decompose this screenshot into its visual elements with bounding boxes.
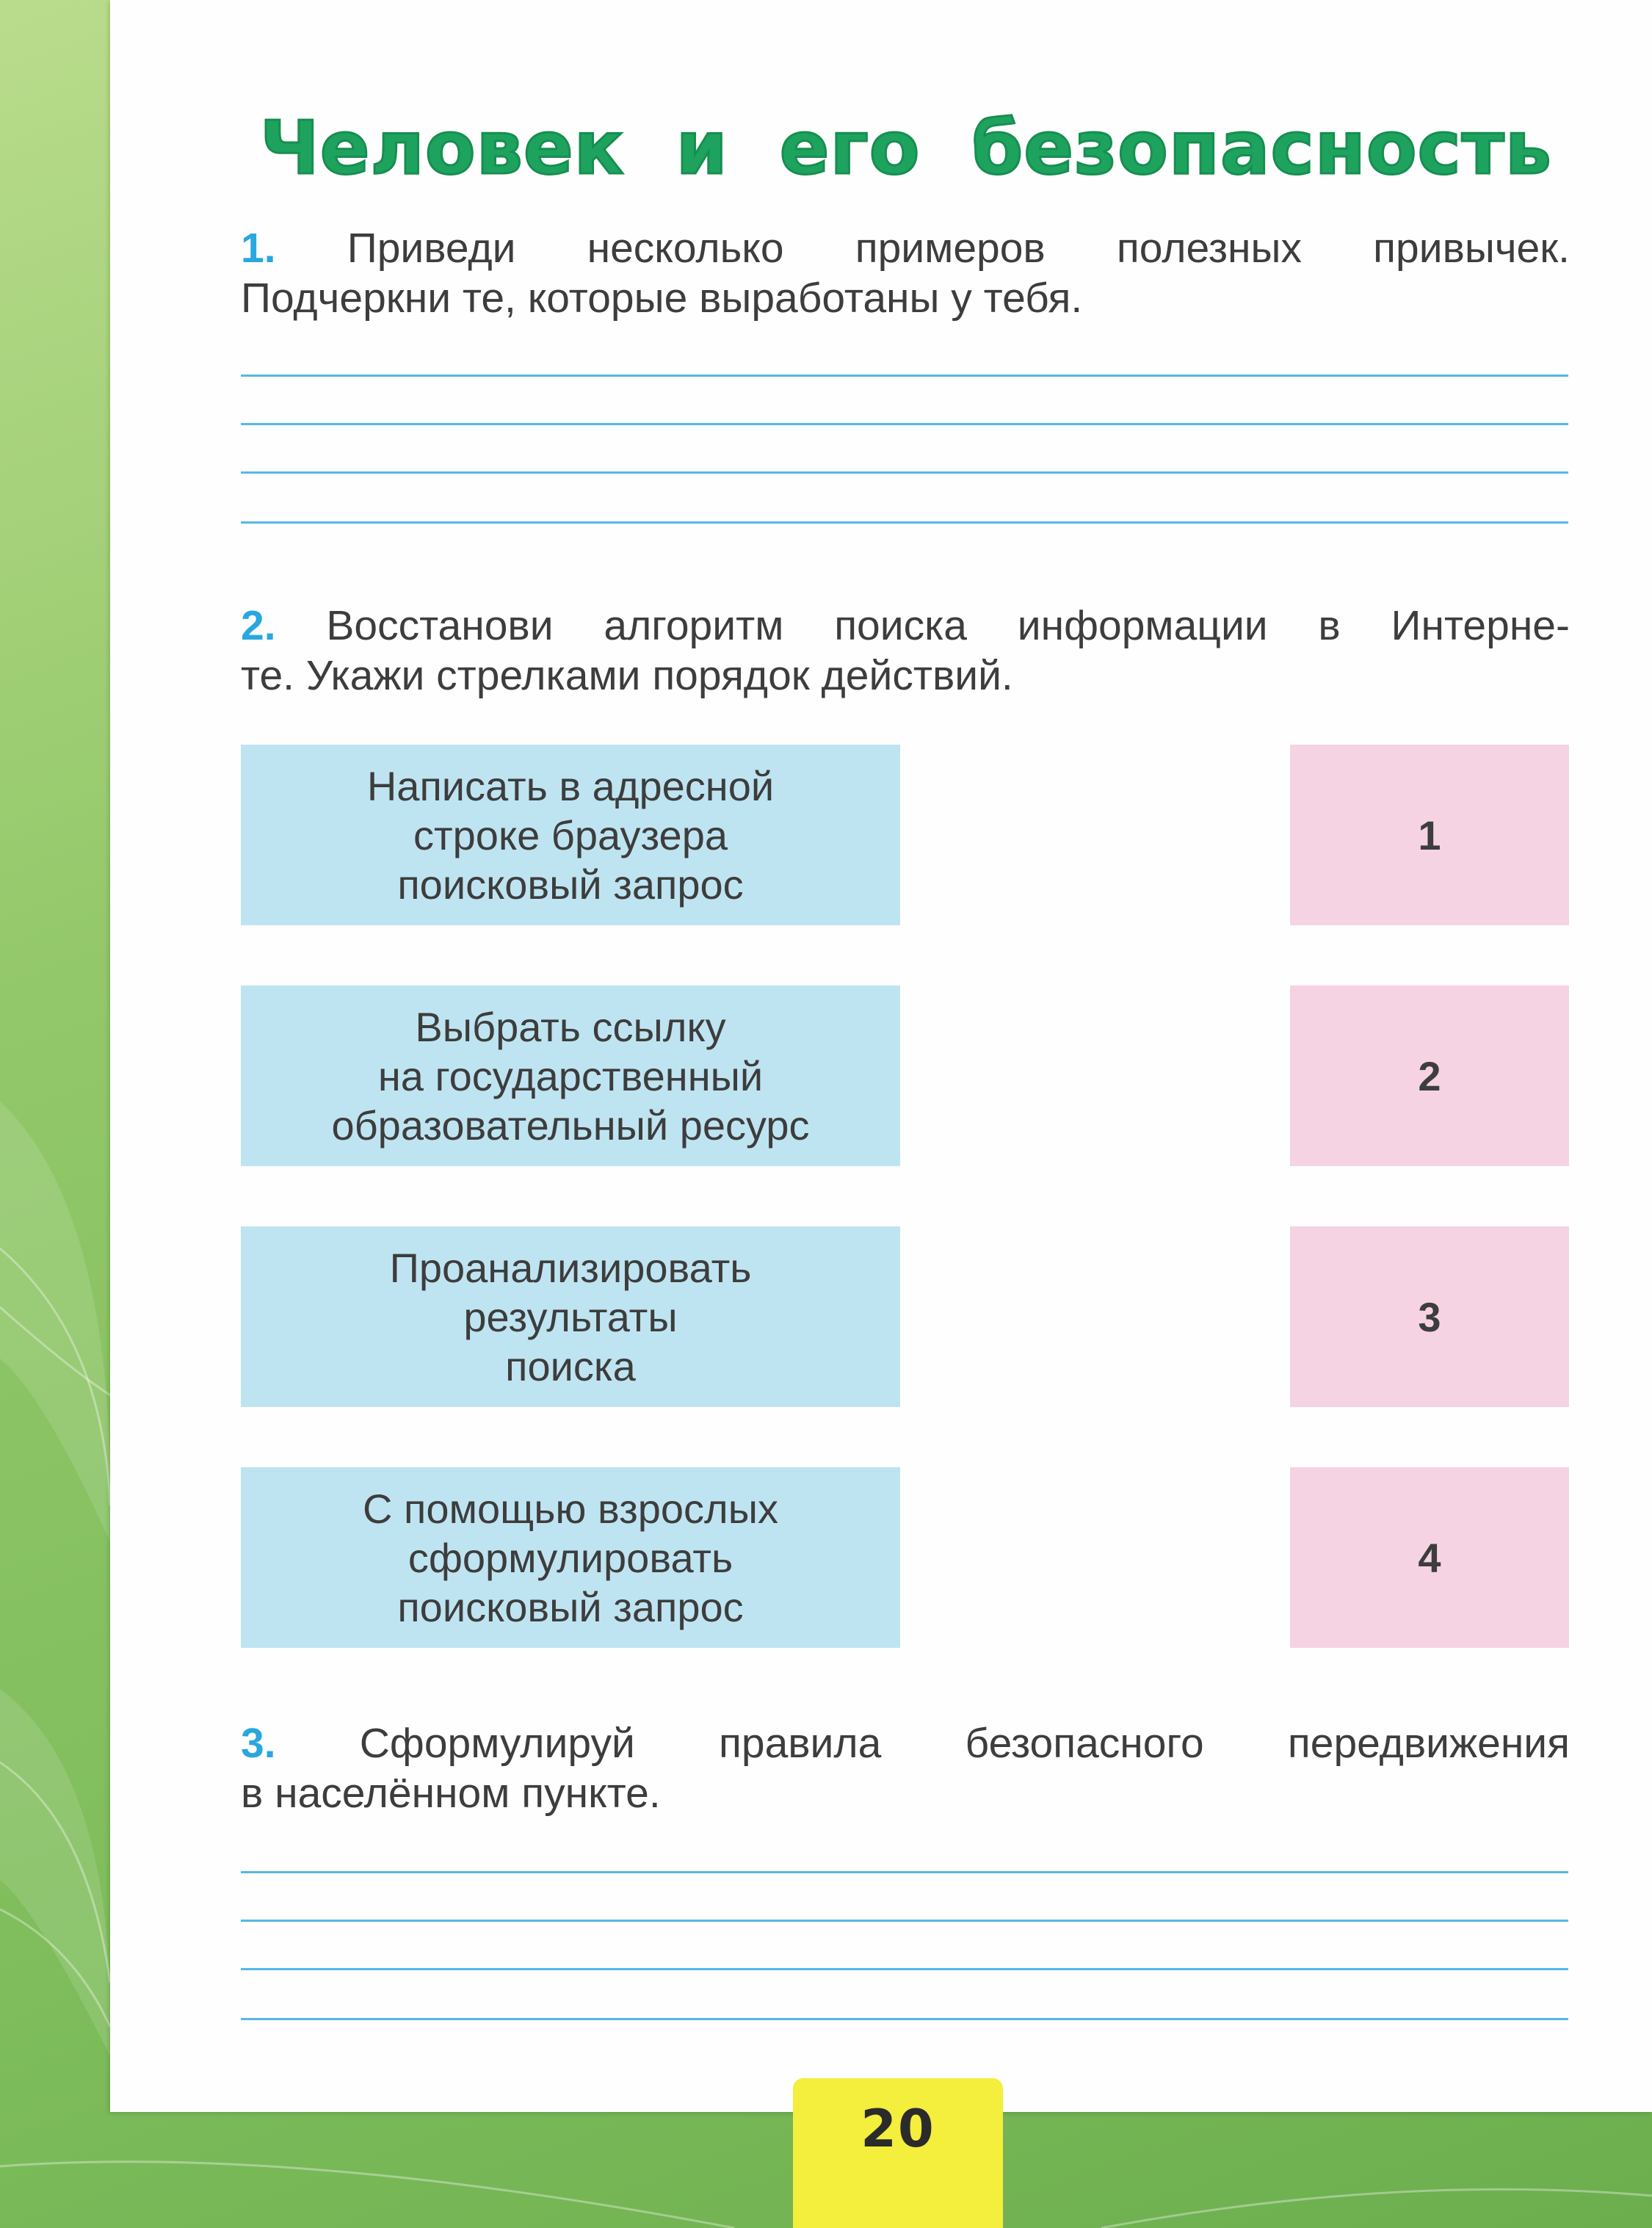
step-text-line: на государственный (377, 1052, 764, 1099)
task-1-text (241, 223, 1570, 323)
step-text-line: сформулировать (407, 1534, 733, 1581)
task-2-number: 2. (241, 602, 276, 649)
algorithm-step-box[interactable] (241, 985, 900, 1166)
task-2-line-1 (241, 601, 1570, 651)
answer-line[interactable] (241, 1871, 1568, 1873)
answer-line[interactable] (241, 423, 1568, 425)
step-text-line: Проанализировать (389, 1244, 752, 1291)
title-word: и (675, 105, 728, 191)
order-number-box[interactable]: 4 (1290, 1467, 1569, 1648)
answer-line[interactable] (241, 471, 1568, 474)
task-3-text (241, 1718, 1570, 1818)
step-text-line: поиска (505, 1342, 636, 1389)
step-text-line: образовательный ресурс (331, 1102, 810, 1149)
title-word: безопасность (971, 105, 1552, 191)
task-3-number: 3. (241, 1720, 276, 1767)
task-2-line-2: те. Укажи стрелками порядок действий. (241, 652, 1013, 699)
task-3-text-line-1: Сформулируй правила безопасного передвижения (359, 1720, 1571, 1767)
order-number-box[interactable]: 2 (1290, 985, 1569, 1166)
step-text-line: строке браузера (413, 811, 728, 858)
algorithm-step-box[interactable] (241, 1226, 900, 1407)
task-2-text (241, 601, 1570, 701)
step-text-line: поисковый запрос (397, 861, 744, 908)
title-word: Человек (260, 105, 625, 191)
task-3-line-1 (241, 1718, 1570, 1768)
step-text-line: результаты (463, 1293, 678, 1340)
step-text-line: Написать в адресной (366, 762, 775, 809)
step-text-line: С помощью взрослых (363, 1485, 778, 1532)
task-3-line-2: в населённом пункте. (241, 1770, 661, 1817)
answer-line[interactable] (241, 375, 1568, 377)
algorithm-step-box[interactable] (241, 745, 900, 925)
title-word: его (779, 105, 921, 191)
answer-line[interactable] (241, 2018, 1568, 2020)
task-2-text-line-1: Восстанови алгоритм поиска информации в Интерне- (326, 602, 1570, 649)
task-1-text-line-1: Приведи несколько примеров полезных привычек. (347, 225, 1570, 272)
step-text-line: поисковый запрос (397, 1583, 744, 1630)
order-number-box[interactable]: 1 (1290, 745, 1569, 925)
task-1-number: 1. (241, 225, 276, 272)
answer-line[interactable] (241, 1968, 1568, 1970)
answer-line[interactable] (241, 1920, 1568, 1922)
step-text-line: Выбрать ссылку (415, 1003, 726, 1050)
task-1-line-2: Подчеркни те, которые выработаны у тебя. (241, 275, 1083, 322)
answer-line[interactable] (241, 521, 1568, 524)
page-title (260, 104, 1552, 192)
page-number: 20 (793, 2078, 1003, 2228)
task-1-line-1 (241, 223, 1570, 273)
algorithm-step-box[interactable] (241, 1467, 900, 1648)
order-number-box[interactable]: 3 (1290, 1226, 1569, 1407)
